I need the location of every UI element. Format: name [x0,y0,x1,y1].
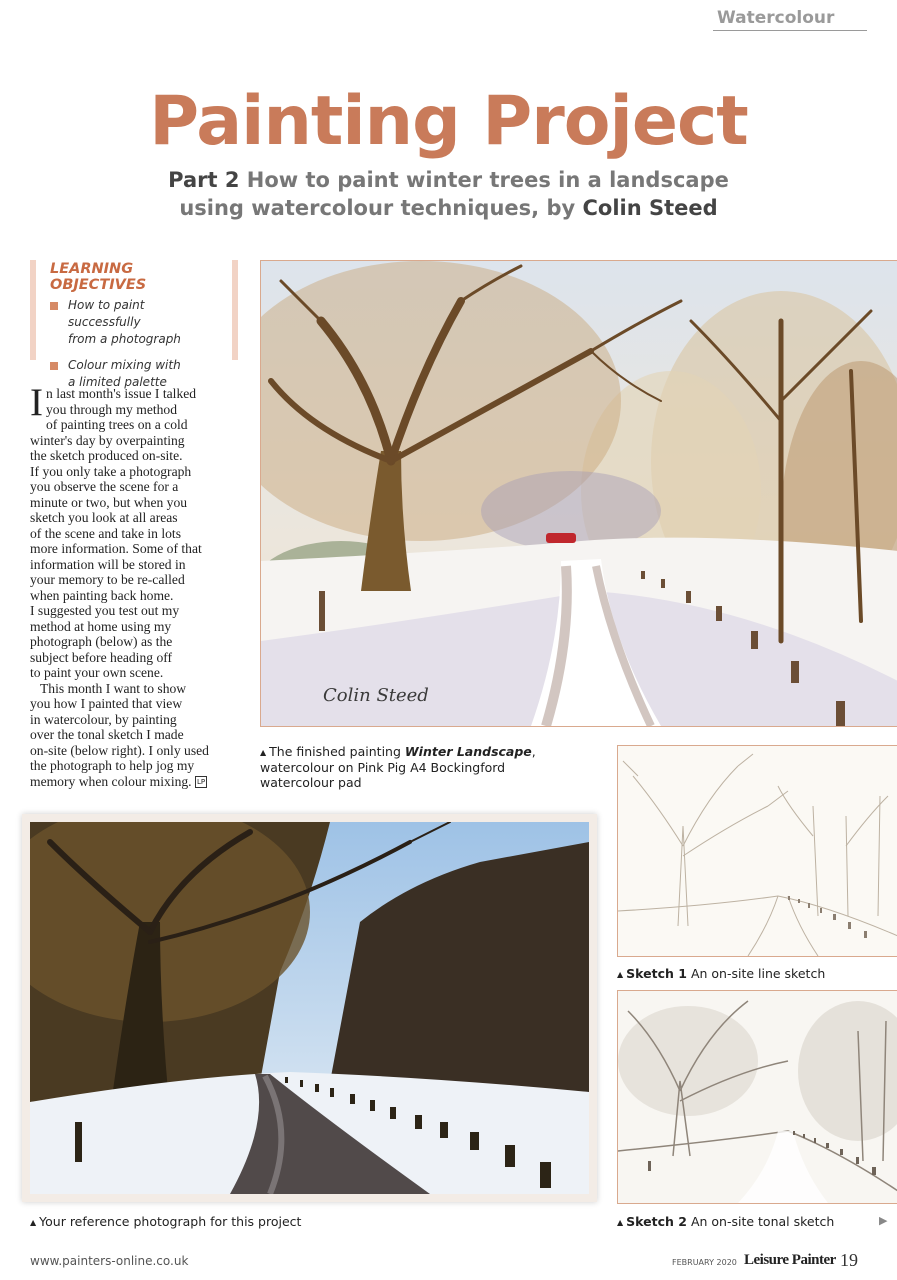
body-line: to paint your own scene. [30,665,164,680]
painting-caption [260,744,600,790]
end-mark-icon: LP [197,778,206,787]
painting-caption-line-2: watercolour on Pink Pig A4 Bockingford [260,760,506,775]
finished-painting [260,260,897,727]
subtitle-author: Colin Steed [582,196,718,220]
sketch-2-caption-text: An on-site tonal sketch [690,1214,835,1229]
body-line-text: memory when colour mixing. [30,773,192,789]
photo-image [30,822,589,1194]
body-line: method at home using my [30,618,172,634]
page-number: 19 [840,1250,858,1270]
subtitle-text-2: using watercolour techniques, by [179,196,576,220]
body-line: minute or two, but when you [30,494,188,510]
footer-url: www.painters-online.co.uk [30,1254,189,1268]
caption-triangle-icon: ▲ [617,970,624,979]
sketch-2 [617,990,897,1204]
subtitle-text-1: How to paint winter trees in a landscape [246,168,729,192]
body-line [30,774,242,790]
section-label: Watercolour [713,8,867,31]
objective-line: Colour mixing with [68,358,181,372]
body-line: over the tonal sketch I made [30,727,184,742]
sketch-1 [617,745,897,957]
body-line: when painting back home. [30,587,174,603]
footer-brand: Leisure Painter [744,1252,836,1268]
body-line: photograph (below) as the [30,634,173,649]
body-line: This month I want to show [40,680,187,696]
caption-painting-title: Winter Landscape [404,744,532,759]
subtitle-line-1 [0,166,897,194]
objective-line: from a photograph [68,332,181,346]
sketch-1-image [618,746,897,956]
painting-image [261,261,897,726]
caption-triangle-icon: ▲ [30,1218,37,1227]
painting-signature: Colin Steed [323,685,429,706]
footer-date: FEBRUARY 2020 [672,1258,737,1267]
learning-objectives-title: LEARNING OBJECTIVES [50,261,147,293]
drop-cap: I [30,381,43,424]
objective-line: How to paint successfully [68,298,145,329]
subtitle-line-2 [0,194,897,222]
caption-triangle-icon: ▲ [260,748,267,757]
learning-objectives-box [30,260,238,389]
objective-line: a limited palette [68,375,167,389]
body-line: sketch you look at all areas [30,510,178,525]
body-line: subject before heading off [30,649,173,665]
bullet-square-icon [50,362,58,370]
body-line: the sketch produced on-site. [30,448,183,463]
body-line: you through my method [46,401,178,417]
bullet-square-icon [50,302,58,310]
caption-text: , [531,744,536,759]
subtitle-part: Part 2 [168,168,240,192]
sketch-2-label: Sketch 2 [626,1214,687,1229]
reference-photograph [30,822,589,1194]
body-line: the photograph to help jog my [30,758,195,773]
painting-caption-line-3: watercolour pad [260,775,362,790]
sketch-1-label: Sketch 1 [626,966,687,981]
photo-caption [30,1214,430,1230]
sketch-1-caption-text: An on-site line sketch [690,966,826,981]
sketch-2-caption [617,1214,877,1230]
body-line: information will be stored in [30,556,186,572]
caption-text: The finished painting [269,744,401,759]
paragraph-2 [30,681,242,790]
body-line: you observe the scene for a [30,479,179,494]
caption-triangle-icon: ▲ [617,1218,624,1227]
body-line: n last month's issue I talked [46,386,197,401]
body-line: winter's day by overpainting [30,432,185,448]
next-page-arrow-icon: ▶ [879,1214,888,1227]
body-line: on-site (below right). I only used [30,742,209,758]
body-line: of the scene and take in lots [30,525,181,541]
photo-caption-text: Your reference photograph for this project [39,1214,302,1229]
page-title: Painting Project [149,82,748,161]
body-line: your memory to be re-called [30,572,185,587]
sketch-2-image [618,991,897,1203]
body-line: I suggested you test out my [30,603,180,618]
body-line: more information. Some of that [30,541,202,556]
objective-item [50,297,218,348]
subtitle [0,166,897,222]
body-line: If you only take a photograph [30,463,192,479]
body-line: you how I painted that view [30,696,183,711]
sketch-1-caption [617,966,897,982]
body-line: of painting trees on a cold [46,417,188,432]
body-line: in watercolour, by painting [30,711,177,727]
painting-caption-line-1 [260,744,600,760]
